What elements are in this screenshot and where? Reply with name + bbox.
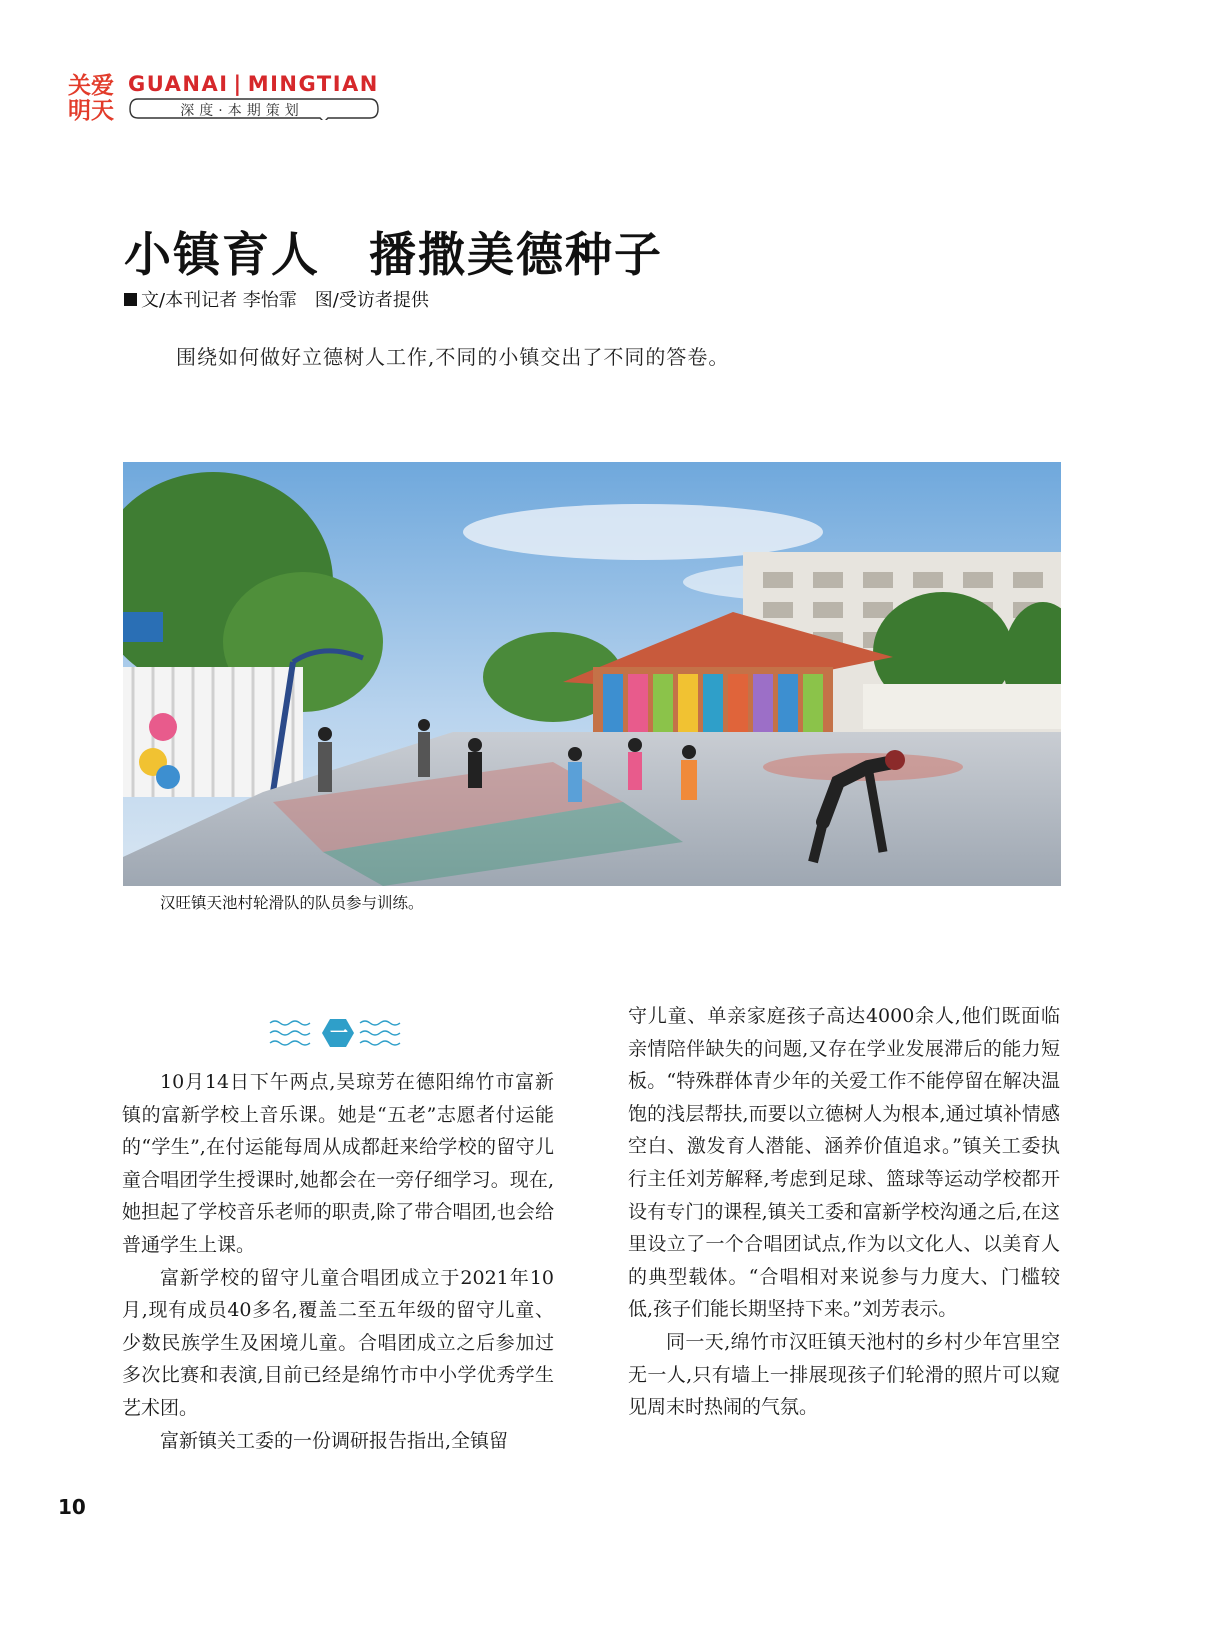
section-tag: 深度·本期策划 bbox=[180, 103, 304, 119]
masthead-logo-en bbox=[128, 72, 379, 96]
logo-en-right: MINGTIAN bbox=[247, 72, 379, 96]
logo-cn-line2: 明天 bbox=[68, 98, 114, 124]
paragraph: 10月14日下午两点,吴琼芳在德阳绵竹市富新镇的富新学校上音乐课。她是“五老”志愿者付运能的“学生”,在付运能每周从成都赶来给学校的留守儿童合唱团学生授课时,她都会在一旁仔细学习。现在,她担起了学校音乐老师的职责,除了带合唱团,也会给普通学生上课。 bbox=[122, 1071, 554, 1256]
left-column bbox=[122, 1066, 554, 1457]
logo-cn-line1: 关爱 bbox=[68, 73, 114, 99]
byline-square-icon bbox=[124, 293, 137, 306]
masthead-logo-cn bbox=[68, 74, 116, 124]
right-column bbox=[628, 1000, 1060, 1424]
photo-caption: 汉旺镇天池村轮滑队的队员参与训练。 bbox=[160, 894, 424, 912]
article-photo bbox=[123, 462, 1061, 886]
logo-separator: | bbox=[233, 72, 243, 96]
section-number: 一 bbox=[330, 1023, 348, 1044]
paragraph: 富新镇关工委的一份调研报告指出,全镇留 bbox=[160, 1429, 509, 1452]
logo-en-left: GUANAI bbox=[128, 72, 229, 96]
paragraph: 富新学校的留守儿童合唱团成立于2021年10月,现有成员40多名,覆盖二至五年级的留守儿童、少数民族学生及困境儿童。合唱团成立之后参加过多次比赛和表演,目前已经是绵竹市中小学优秀学生艺术团。 bbox=[122, 1266, 554, 1419]
paragraph: 同一天,绵竹市汉旺镇天池村的乡村少年宫里空无一人,只有墙上一排展现孩子们轮滑的照片可以窥见周末时热闹的气氛。 bbox=[628, 1330, 1060, 1419]
page-number: 10 bbox=[58, 1495, 86, 1519]
lede: 围绕如何做好立德树人工作,不同的小镇交出了不同的答卷。 bbox=[176, 345, 730, 369]
byline-text: 文/本刊记者 李怡霏 图/受访者提供 bbox=[141, 290, 429, 311]
article-title: 小镇育人 播撒美德种子 bbox=[124, 228, 663, 283]
byline bbox=[124, 286, 429, 312]
paragraph: 守儿童、单亲家庭孩子高达4000余人,他们既面临亲情陪伴缺失的问题,又存在学业发展滞后的能力短板。“特殊群体青少年的关爱工作不能停留在解决温饱的浅层帮扶,而要以立德树人为根本,通过填补情感空白、激发育人潜能、涵养价值追求。”镇关工委执行主任刘芳解释,考虑到足球、篮球等运动学校都开设有专门的课程,镇关工委和富新学校沟通之后,在这里设立了一个合唱团试点,作为以文化人、以美育人的典型载体。“合唱相对来说参与力度大、门槛较低,孩子们能长期坚持下来。”刘芳表示。 bbox=[628, 1005, 1060, 1321]
